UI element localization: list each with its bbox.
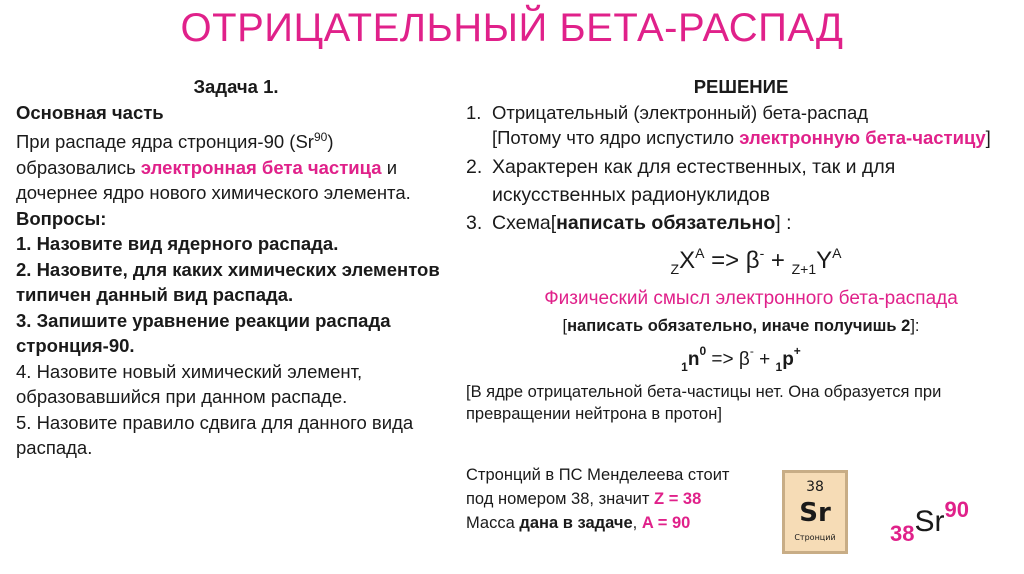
- beta-particle-highlight: электронная бета частица: [140, 156, 382, 178]
- nuclide-z: 38: [890, 521, 915, 546]
- tile-element-name: Стронций: [794, 533, 836, 542]
- task-panel: [16, 74, 456, 461]
- item-3-number: 3.: [466, 211, 483, 234]
- note-bracket-start: [: [562, 316, 568, 335]
- eq2-p-sup: +: [793, 343, 801, 358]
- item-1-reason-start: [Потому что ядро испустило: [492, 127, 735, 148]
- formula-z2: Z+1: [791, 260, 817, 277]
- sr-line-3-bold: дана в задаче: [519, 514, 633, 532]
- question-5: 5. Назовите правило сдвига для данного вида распада.: [16, 411, 414, 459]
- eq2-p-sub: 1: [775, 359, 783, 374]
- item-1-reason: [492, 125, 1016, 151]
- question-4: 4. Назовите новый химический элемент, образовавшийся при данном распаде.: [16, 360, 363, 408]
- task-text-2: образовались: [16, 156, 136, 178]
- sr-z-value: Z = 38: [654, 490, 702, 508]
- question-2: 2. Назовите, для каких химических элементов типичен данный вид распада.: [16, 258, 440, 306]
- question-1: 1. Назовите вид ядерного распада.: [16, 233, 339, 255]
- physical-meaning-heading: Физический смысл электронного бета-распада: [544, 287, 958, 309]
- formula-x: X: [679, 246, 696, 274]
- neutron-decay-equation: [466, 337, 1016, 381]
- questions-label: Вопросы:: [16, 207, 107, 229]
- tile-atomic-number: 38: [806, 479, 824, 495]
- item-1-reason-end: ]: [985, 127, 991, 148]
- item-3-text-bold: написать обязательно: [556, 211, 776, 234]
- task-text-1: При распаде ядра стронция-90 (Sr: [16, 131, 314, 153]
- solution-panel: [466, 74, 1016, 425]
- decay-scheme-formula: [496, 237, 1016, 285]
- solution-item-2: [466, 153, 1016, 209]
- strontium-info: [466, 463, 766, 535]
- eq2-n-sup: 0: [699, 343, 707, 358]
- formula-y: Y: [816, 246, 833, 274]
- item-2-text: Характерен как для естественных, так и для искусственных радионуклидов: [492, 155, 896, 206]
- sr-line-3-mid: ,: [632, 514, 638, 532]
- sr-line-3: [466, 511, 766, 535]
- periodic-table-tile: [782, 470, 848, 554]
- physical-meaning-note: [466, 315, 1016, 337]
- sr-line-1: Стронций в ПС Менделеева стоит: [466, 466, 730, 484]
- solution-item-1: [466, 100, 1016, 151]
- eq2-minus: -: [749, 343, 754, 358]
- item-1-text: Отрицательный (электронный) бета-распад: [492, 101, 869, 123]
- tile-symbol: Sr: [799, 498, 831, 528]
- note-bold: написать обязательно, иначе получишь 2: [567, 316, 911, 335]
- sr-line-2: [466, 487, 766, 511]
- task-text-2-end: и дочернее ядро нового химического элемента.: [16, 156, 411, 204]
- sr-a-value: A = 90: [641, 514, 691, 532]
- formula-a: A: [695, 244, 705, 261]
- formula-a2: A: [832, 244, 842, 261]
- question-3: 3. Запишите уравнение реакции распада стронция-90.: [16, 309, 391, 357]
- item-1-number: 1.: [466, 101, 482, 123]
- eq2-arrow: => β: [706, 348, 750, 370]
- solution-heading: РЕШЕНИЕ: [693, 76, 789, 97]
- formula-arrow: => β: [704, 246, 760, 274]
- nuclide-a: 90: [944, 497, 969, 522]
- slide-title: ОТРИЦАТЕЛЬНЫЙ БЕТА-РАСПАД: [180, 6, 844, 50]
- solution-item-3: [466, 209, 1016, 237]
- sr-line-3-start: Масса: [466, 514, 515, 532]
- eq2-plus: +: [753, 348, 776, 370]
- eq2-n-sub: 1: [681, 359, 688, 374]
- sr-line-2-start: под номером 38, значит: [466, 490, 650, 508]
- task-heading: Задача 1.: [193, 76, 279, 97]
- formula-z: Z: [670, 260, 680, 277]
- formula-plus: +: [764, 246, 792, 274]
- note-bracket-end: ]:: [910, 316, 920, 335]
- task-text-1-end: ): [327, 131, 334, 153]
- strontium-nuclide-notation: [890, 497, 969, 547]
- formula-minus: -: [759, 244, 765, 261]
- task-text: [16, 125, 456, 206]
- item-2-number: 2.: [466, 155, 483, 178]
- main-part-label: Основная часть: [16, 101, 164, 123]
- beta-explanation: [В ядре отрицательной бета-частицы нет. Она образуется при превращении нейтрона в протон]: [466, 382, 942, 423]
- item-3-text-end: ] :: [775, 211, 792, 234]
- item-3-text-start: Схема[: [492, 211, 557, 234]
- eq2-n: n: [687, 348, 700, 370]
- item-1-reason-highlight: электронную бета-частицу: [739, 127, 986, 148]
- task-text-1-sup: 90: [313, 130, 328, 144]
- nuclide-symbol: Sr: [914, 505, 945, 538]
- eq2-p: p: [782, 348, 794, 370]
